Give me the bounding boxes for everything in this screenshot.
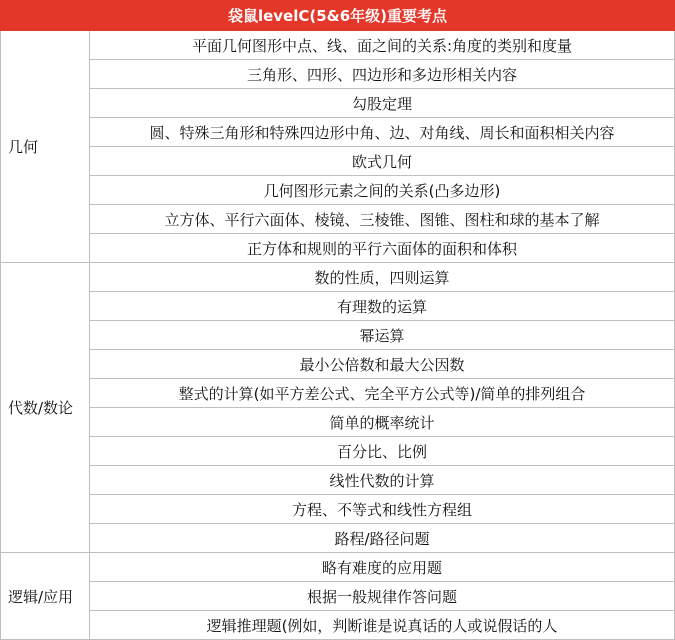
topic-cell: 欧式几何 <box>90 147 675 176</box>
topic-cell: 幂运算 <box>90 321 675 350</box>
table-row <box>1 234 675 263</box>
table-row <box>1 408 675 437</box>
table-row <box>1 263 675 292</box>
topic-cell: 线性代数的计算 <box>90 466 675 495</box>
table-row <box>1 292 675 321</box>
table-row <box>1 147 675 176</box>
topic-cell: 有理数的运算 <box>90 292 675 321</box>
topic-cell: 三角形、四形、四边形和多边形相关内容 <box>90 60 675 89</box>
topic-cell: 正方体和规则的平行六面体的面积和体积 <box>90 234 675 263</box>
table-row <box>1 89 675 118</box>
topic-cell: 立方体、平行六面体、棱镜、三棱锥、图锥、图柱和球的基本了解 <box>90 205 675 234</box>
category-cell: 几何 <box>1 31 90 263</box>
category-cell: 代数/数论 <box>1 263 90 553</box>
topic-cell: 几何图形元素之间的关系(凸多边形) <box>90 176 675 205</box>
topic-cell: 百分比、比例 <box>90 437 675 466</box>
table-row <box>1 553 675 582</box>
table-row <box>1 524 675 553</box>
table-row <box>1 582 675 611</box>
topic-cell: 方程、不等式和线性方程组 <box>90 495 675 524</box>
topic-cell: 简单的概率统计 <box>90 408 675 437</box>
table-row <box>1 118 675 147</box>
table-row <box>1 60 675 89</box>
category-cell: 逻辑/应用 <box>1 553 90 640</box>
topic-cell: 整式的计算(如平方差公式、完全平方公式等)/简单的排列组合 <box>90 379 675 408</box>
topic-cell: 路程/路径问题 <box>90 524 675 553</box>
topic-cell: 平面几何图形中点、线、面之间的关系:角度的类别和度量 <box>90 31 675 60</box>
table-row <box>1 466 675 495</box>
table-row <box>1 611 675 640</box>
table-row <box>1 205 675 234</box>
table-row <box>1 176 675 205</box>
topic-cell: 勾股定理 <box>90 89 675 118</box>
table-title: 袋鼠levelC(5&6年级)重要考点 <box>1 1 675 31</box>
topic-cell: 逻辑推理题(例如，判断谁是说真话的人或说假话的人 <box>90 611 675 640</box>
topic-cell: 数的性质，四则运算 <box>90 263 675 292</box>
table-body <box>1 31 675 640</box>
table-row <box>1 31 675 60</box>
table-row <box>1 350 675 379</box>
topic-cell: 略有难度的应用题 <box>90 553 675 582</box>
table-row <box>1 495 675 524</box>
topic-cell: 圆、特殊三角形和特殊四边形中角、边、对角线、周长和面积相关内容 <box>90 118 675 147</box>
table-row <box>1 321 675 350</box>
topic-cell: 最小公倍数和最大公因数 <box>90 350 675 379</box>
table-row <box>1 437 675 466</box>
title-row <box>1 1 675 31</box>
table-row <box>1 379 675 408</box>
topic-cell: 根据一般规律作答问题 <box>90 582 675 611</box>
